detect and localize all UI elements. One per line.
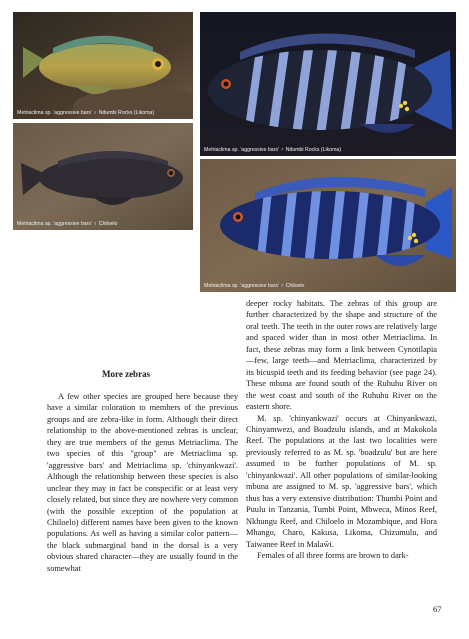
photo-female-ndumbi-image [13,12,193,119]
photo-female-chiloelo [13,123,193,230]
section-heading: More zebras [102,369,151,379]
photo-male-chiloelo [200,159,456,292]
photo-male-ndumbi [200,12,456,156]
photo-male-ndumbi-image [200,12,456,156]
body-paragraph: M. sp. 'chinyankwazi' occurs at Chinyankwazi, Chinyamwezi, and Boadzulu islands, and at Makokola Reef. The populations at the last two localities were previously referred to as M. sp. 'boadzulu' but are here assumed to be further populations of M. sp. 'chinyankwazi'. All other populations of similar-looking mbuna are assigned to M. sp. 'aggressive bars', which thus has a very extensive distribution: Thumbi Point and Puulu in Tanzania, Tumbi Point, Mbweca, Minos Reef, Nkhungu Reef, and Chiloelo in Mozambique, and Hora Mhango, Charo, Kakusa, Likoma, Chizumulu, and Taiwanee Reef in Malaŵi. [246,413,437,549]
photo-caption: Metriaclima sp. 'aggressive bars' ♀ Chiloelo [17,221,118,227]
left-column [47,391,238,574]
body-paragraph: Females of all three forms are brown to dark- [257,550,409,560]
page-number: 67 [433,604,442,614]
body-paragraph: deeper rocky habitats. The zebras of this group are further characterized by the shape and structure of the oral teeth. The teeth in the outer rows are relatively large and spaced wider than in most other Metriaclima. In fact, these zebras may form a link between Cynotilapia—few, large teeth—and Metriaclima, characterized by its bicuspid teeth and its feeding behavior (see page 24). These mbuna are found south of the Ruhuhu River on the west coast and south of the Ruhuhu River on the eastern shore. [246,299,437,412]
photo-female-ndumbi [13,12,193,119]
photo-female-chiloelo-image [13,123,193,230]
photo-caption: Metriaclima sp. 'aggressive bars' ♀ Ndumbi Rocks (Likoma) [17,110,155,116]
right-column [246,298,437,561]
photo-male-chiloelo-image [200,159,456,292]
photo-caption: Metriaclima sp. 'aggressive bars' ♂ Ndumbi Rocks (Likoma) [204,147,342,153]
photo-caption: Metriaclima sp. 'aggressive bars' ♂ Chiloelo [204,283,305,289]
body-paragraph: A few other species are grouped here because they have a similar coloration to members of the previous groups and are zebra-like in form. Although their direct relationship to the above-mentioned zebras is unclear, they are true members of the genus Metriaclima. The two species of this "group" are Metriaclima sp. 'aggressive bars' and Metriaclima sp. 'chinyankwazi'. Although the relationship between these species is also unclear they may in fact be conspecific or at least very closely related, but since they are nowhere very common (with the possible exception of the population at Chiloelo) different names have been given to the known populations. As well as having a similar color pattern—the black submarginal band in the dorsal is a very obvious shared character—they are usually found in the somewhat [47,392,238,573]
